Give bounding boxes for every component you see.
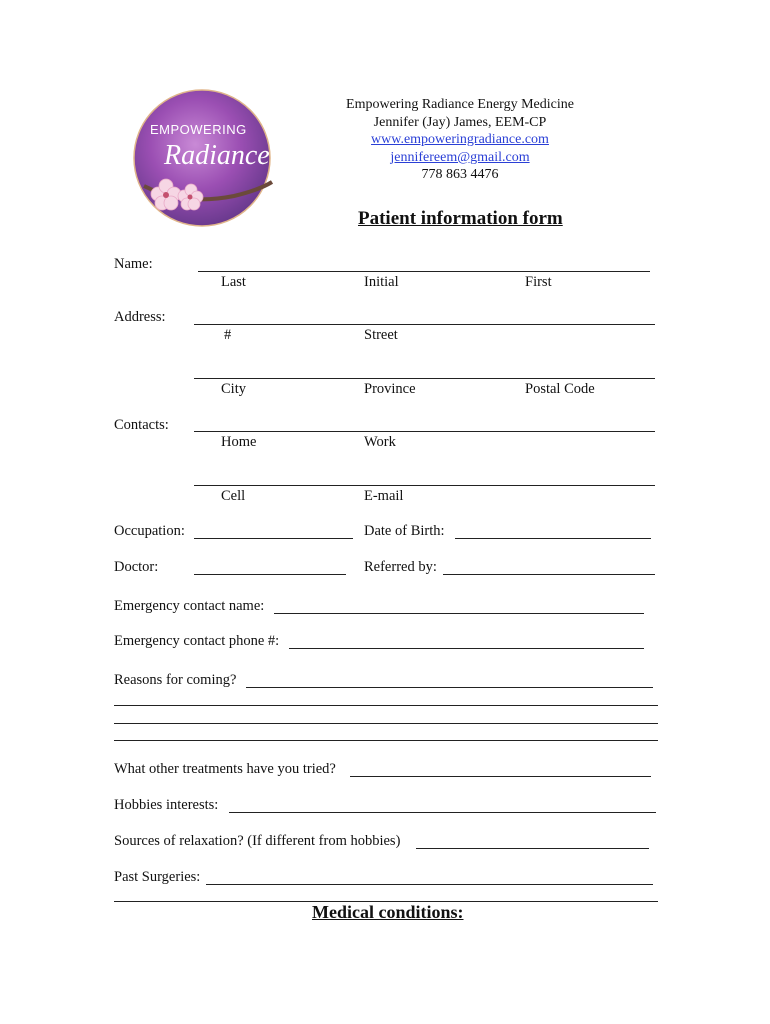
doctor-line[interactable] — [194, 574, 346, 575]
org-name: Empowering Radiance Energy Medicine — [346, 97, 574, 112]
emergency-phone-label: Emergency contact phone #: — [114, 633, 280, 649]
dob-label: Date of Birth: — [364, 523, 445, 539]
header-block — [300, 96, 620, 184]
referred-line[interactable] — [443, 574, 655, 575]
hobbies-line[interactable] — [229, 812, 656, 813]
referred-label: Referred by: — [364, 559, 437, 575]
contacts-label: Contacts: — [114, 417, 169, 433]
name-sub-initial: Initial — [364, 274, 399, 290]
emergency-name-label: Emergency contact name: — [114, 598, 265, 614]
relaxation-label: Sources of relaxation? (If different from hobbies) — [114, 833, 401, 849]
contacts-sub-email: E-mail — [364, 488, 404, 504]
relaxation-line[interactable] — [416, 848, 649, 849]
email-link[interactable]: jennifereem@gmail.com — [390, 149, 530, 165]
contacts-line-2[interactable] — [194, 485, 655, 486]
name-sub-first: First — [525, 274, 552, 290]
address-sub-postal: Postal Code — [525, 381, 595, 397]
reasons-line-2[interactable] — [114, 705, 658, 706]
name-label: Name: — [114, 256, 153, 272]
address-label: Address: — [114, 309, 166, 325]
contacts-line-1[interactable] — [194, 431, 655, 432]
name-line[interactable] — [198, 271, 650, 272]
practitioner-name: Jennifer (Jay) James, EEM-CP — [373, 114, 547, 130]
page-title: Patient information form — [358, 208, 563, 229]
treatments-label: What other treatments have you tried? — [114, 761, 336, 777]
reasons-line-4[interactable] — [114, 740, 658, 741]
reasons-line-1[interactable] — [246, 687, 653, 688]
doctor-label: Doctor: — [114, 559, 159, 575]
occupation-line[interactable] — [194, 538, 353, 539]
contacts-sub-home: Home — [221, 434, 257, 450]
surgeries-label: Past Surgeries: — [114, 869, 201, 885]
emergency-phone-line[interactable] — [289, 648, 644, 649]
phone-number: 778 863 4476 — [421, 167, 499, 182]
cherry-blossom-logo — [124, 86, 274, 234]
occupation-label: Occupation: — [114, 523, 185, 539]
logo-text-empowering: EMPOWERING — [150, 122, 247, 137]
medical-conditions-heading: Medical conditions: — [312, 902, 464, 922]
surgeries-line-1[interactable] — [206, 884, 653, 885]
logo-text-radiance: Radiance — [164, 140, 270, 171]
address-sub-street: Street — [364, 327, 398, 343]
reasons-line-3[interactable] — [114, 723, 658, 724]
emergency-name-line[interactable] — [274, 613, 644, 614]
reasons-label: Reasons for coming? — [114, 672, 237, 688]
hobbies-label: Hobbies interests: — [114, 797, 219, 813]
address-line-1[interactable] — [194, 324, 655, 325]
address-sub-city: City — [221, 381, 246, 397]
treatments-line[interactable] — [350, 776, 651, 777]
name-sub-last: Last — [221, 274, 246, 290]
website-link[interactable]: www.empoweringradiance.com — [371, 132, 549, 147]
address-sub-number: # — [224, 327, 232, 343]
address-sub-province: Province — [364, 381, 416, 397]
contacts-sub-work: Work — [364, 434, 396, 450]
address-line-2[interactable] — [194, 378, 655, 379]
contacts-sub-cell: Cell — [221, 488, 246, 504]
dob-line[interactable] — [455, 538, 651, 539]
